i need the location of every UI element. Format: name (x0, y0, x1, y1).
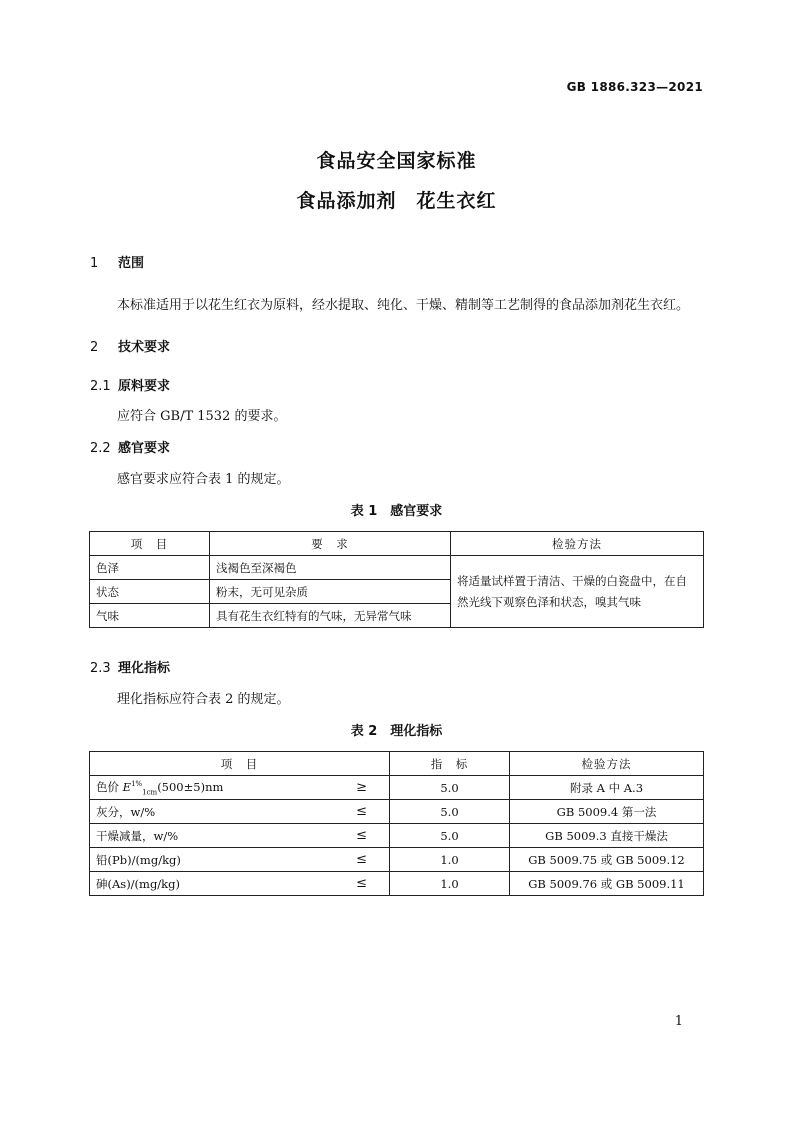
section-number: 2.3 (90, 661, 111, 676)
section-title: 范围 (118, 256, 145, 271)
item-superscript: 1% (131, 780, 143, 789)
section-title: 原料要求 (118, 379, 171, 394)
table-cell-method: 将适量试样置于清洁、干燥的白瓷盘中，在自然光线下观察色泽和状态，嗅其气味 (451, 556, 704, 628)
table-2 (89, 751, 704, 896)
table-cell-method: GB 5009.76 或 GB 5009.11 (510, 872, 704, 896)
table-header: 检验方法 (510, 752, 704, 776)
table-cell-item: 状态 (90, 580, 210, 604)
table-cell-requirement: 粉末，无可见杂质 (210, 580, 451, 604)
table-cell-method: GB 5009.4 第一法 (510, 800, 704, 824)
section-2-1-text: 应符合 GB/T 1532 的要求。 (117, 409, 287, 424)
table-cell-value: 5.0 (390, 800, 510, 824)
operator-symbol: ≤ (356, 828, 367, 843)
table-header: 检验方法 (451, 532, 704, 556)
table-cell-item (90, 776, 390, 800)
table-cell-method: GB 5009.75 或 GB 5009.12 (510, 848, 704, 872)
document-subtitle: 食品添加剂 花生衣红 (296, 190, 497, 212)
item-text: 干燥减量，w/% (96, 828, 179, 843)
operator-symbol: ≤ (356, 852, 367, 867)
section-2-2-heading (90, 437, 170, 456)
table-row (90, 848, 704, 872)
table-cell-value: 1.0 (390, 872, 510, 896)
table-cell-item (90, 848, 390, 872)
section-number: 1 (90, 256, 99, 271)
table-row (90, 824, 704, 848)
operator-symbol: ≤ (356, 804, 367, 819)
item-text: (500±5)nm (157, 779, 224, 794)
section-1-heading (90, 252, 144, 271)
table-cell-method: 附录 A 中 A.3 (510, 776, 704, 800)
item-text: 灰分，w/% (96, 804, 156, 819)
table-cell-value: 1.0 (390, 848, 510, 872)
table-cell-item (90, 824, 390, 848)
table-cell-method: GB 5009.3 直接干燥法 (510, 824, 704, 848)
table-header: 项 目 (90, 752, 390, 776)
item-text: 砷(As)/(mg/kg) (96, 876, 180, 891)
table-header: 项 目 (90, 532, 210, 556)
section-title: 感官要求 (118, 441, 171, 456)
table-row (90, 776, 704, 800)
table-1-caption: 表 1 感官要求 (350, 504, 443, 519)
table-row (90, 800, 704, 824)
section-number: 2 (90, 340, 99, 355)
table-cell-item (90, 872, 390, 896)
table-cell-value: 5.0 (390, 824, 510, 848)
section-1-text: 本标准适用于以花生红衣为原料，经水提取、纯化、干燥、精制等工艺制得的食品添加剂花生衣红。 (117, 298, 690, 313)
table-cell-requirement: 具有花生衣红特有的气味，无异常气味 (210, 604, 451, 628)
section-2-3-text: 理化指标应符合表 2 的规定。 (117, 692, 290, 707)
table-cell-requirement: 浅褐色至深褐色 (210, 556, 451, 580)
section-title: 技术要求 (118, 340, 171, 355)
section-2-2-text: 感官要求应符合表 1 的规定。 (117, 472, 290, 487)
section-title: 理化指标 (118, 661, 171, 676)
table-cell-value: 5.0 (390, 776, 510, 800)
table-1 (89, 531, 704, 628)
table-header: 指 标 (390, 752, 510, 776)
item-symbol: E (122, 779, 132, 794)
item-text: 色价 (96, 779, 123, 794)
table-cell-item: 色泽 (90, 556, 210, 580)
section-number: 2.2 (90, 441, 111, 456)
section-2-1-heading (90, 375, 170, 394)
item-text: 铅(Pb)/(mg/kg) (96, 852, 181, 867)
table-cell-item: 气味 (90, 604, 210, 628)
page-number: 1 (674, 1014, 683, 1029)
table-header: 要 求 (210, 532, 451, 556)
operator-symbol: ≥ (356, 780, 367, 795)
section-2-3-heading (90, 657, 170, 676)
table-row (90, 556, 704, 580)
operator-symbol: ≤ (356, 876, 367, 891)
section-number: 2.1 (90, 379, 111, 394)
document-title: 食品安全国家标准 (316, 150, 477, 172)
standard-number: GB 1886.323—2021 (566, 80, 703, 94)
table-cell-item (90, 800, 390, 824)
section-2-heading (90, 336, 170, 355)
table-2-caption: 表 2 理化指标 (350, 724, 443, 739)
item-subscript: 1cm (142, 788, 158, 797)
table-row (90, 872, 704, 896)
